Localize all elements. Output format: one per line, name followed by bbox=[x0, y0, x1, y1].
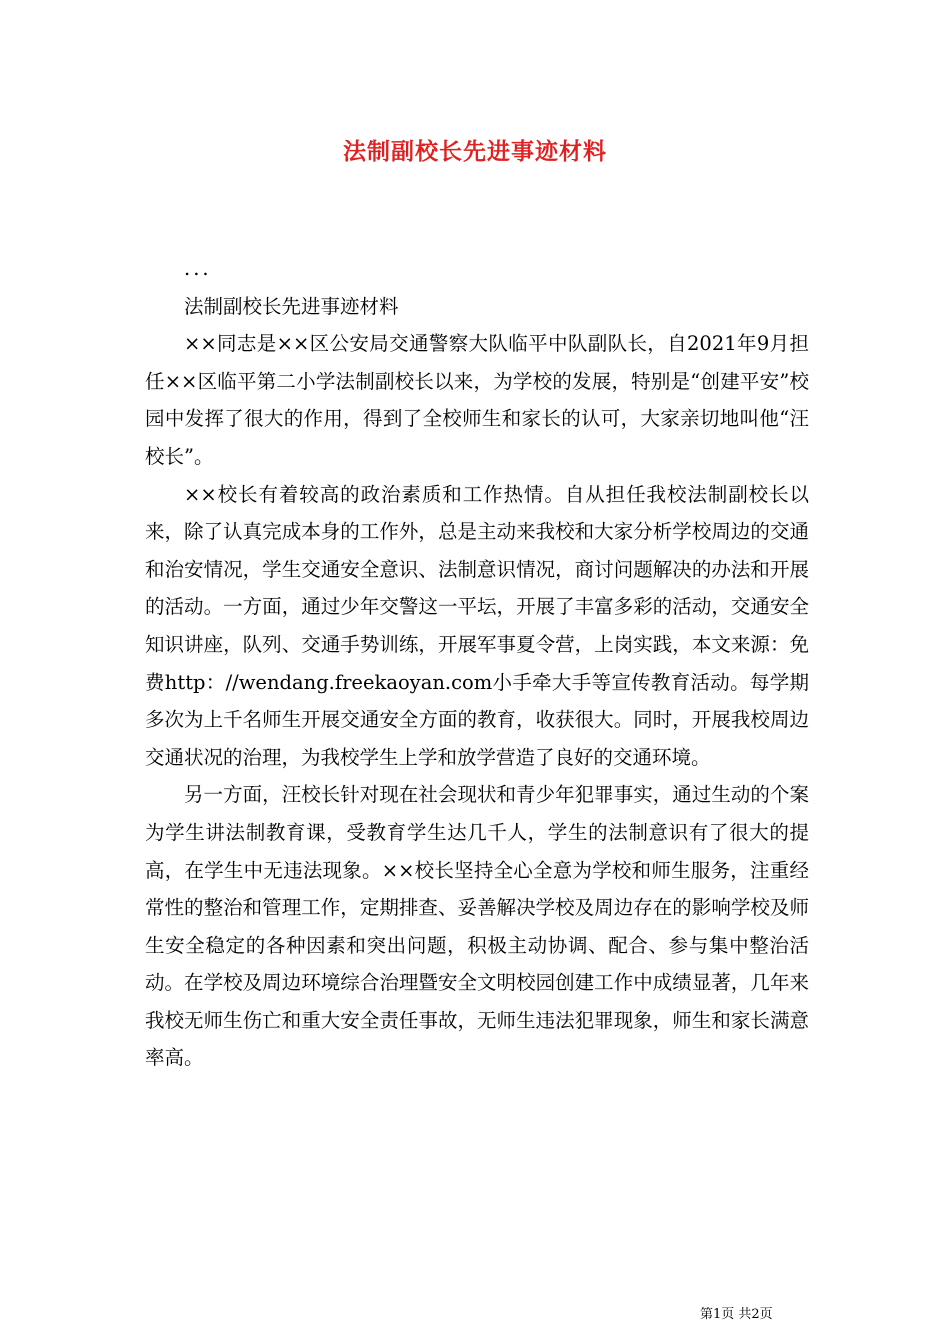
ellipsis-line: ... bbox=[184, 257, 212, 280]
document-title: 法制副校长先进事迹材料 bbox=[343, 138, 607, 165]
page-number: 第1页 共2页 bbox=[700, 1307, 773, 1322]
subtitle-paragraph: 法制副校长先进事迹材料 bbox=[184, 294, 399, 318]
body-paragraph: ××校长有着较高的政治素质和工作热情。自从担任我校法制副校长以来，除了认真完成本身的工作外，总是主动来我校和大家分析学校周边的交通和治安情况，学生交通安全意识、法制意识情况，商讨问题解决的办法和开展的活动。一方面，通过少年交警这一平坛，开展了丰富多彩的活动，交通安全知识讲座，队列、交通手势训练，开展军事夏令营，上岗实践，本文来源：免费http：//wendang.freekaoyan.com小手牵大手等宣传教育活动。每学期多次为上千名师生开展交通安全方面的教育，收获很大。同时，开展我校周边交通状况的治理，为我校学生上学和放学营造了良好的交通环境。 bbox=[145, 482, 809, 769]
document-body bbox=[145, 250, 809, 1077]
body-paragraph: ××同志是××区公安局交通警察大队临平中队副队长，自2021年9月担任××区临平第二小学法制副校长以来，为学校的发展，特别是“创建平安”校园中发挥了很大的作用，得到了全校师生和家长的认可，大家亲切地叫他“汪校长”。 bbox=[145, 332, 809, 468]
body-paragraph: 另一方面，汪校长针对现在社会现状和青少年犯罪事实，通过生动的个案为学生讲法制教育课，受教育学生达几千人，学生的法制意识有了很大的提高，在学生中无违法现象。××校长坚持全心全意为学校和师生服务，注重经常性的整治和管理工作，定期排查、妥善解决学校及周边存在的影响学校及师生安全稳定的各种因素和突出问题，积极主动协调、配合、参与集中整治活动。在学校及周边环境综合治理暨安全文明校园创建工作中成绩显著，几年来我校无师生伤亡和重大安全责任事故，无师生违法犯罪现象，师生和家长满意率高。 bbox=[145, 783, 809, 1070]
